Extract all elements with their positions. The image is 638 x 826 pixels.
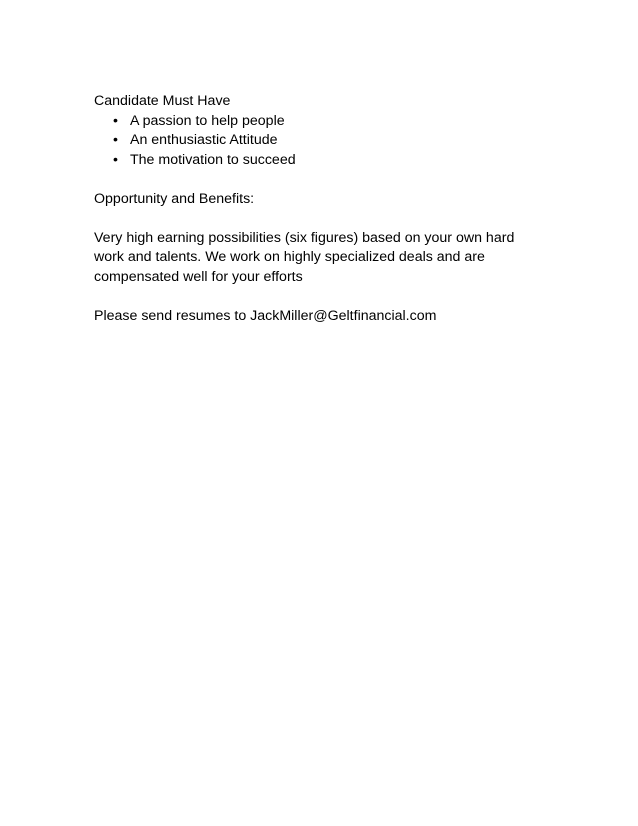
contact-line: Please send resumes to JackMiller@Geltfinancial.com (94, 307, 437, 324)
benefits-heading: Opportunity and Benefits: (94, 190, 255, 207)
list-item (94, 151, 564, 171)
bullet-icon: • (113, 132, 118, 148)
spacer (94, 287, 564, 307)
document-body (94, 92, 564, 326)
benefits-line: Very high earning possibilities (six figures) based on your own hard (94, 229, 515, 246)
bullet-icon: • (113, 151, 118, 168)
benefits-line: compensated well for your efforts (94, 268, 303, 285)
requirements-list (94, 112, 564, 171)
requirement-text: A passion to help people (130, 112, 285, 129)
spacer (94, 209, 564, 229)
requirement-text: The motivation to succeed (130, 151, 296, 168)
benefits-paragraph (94, 229, 564, 288)
requirement-text: An enthusiastic Attitude (130, 132, 278, 148)
requirements-heading: Candidate Must Have (94, 93, 231, 109)
bullet-icon: • (113, 112, 118, 129)
spacer (94, 170, 564, 190)
list-item (94, 131, 564, 151)
list-item (94, 112, 564, 132)
benefits-line: work and talents. We work on highly specialized deals and are (94, 249, 485, 265)
